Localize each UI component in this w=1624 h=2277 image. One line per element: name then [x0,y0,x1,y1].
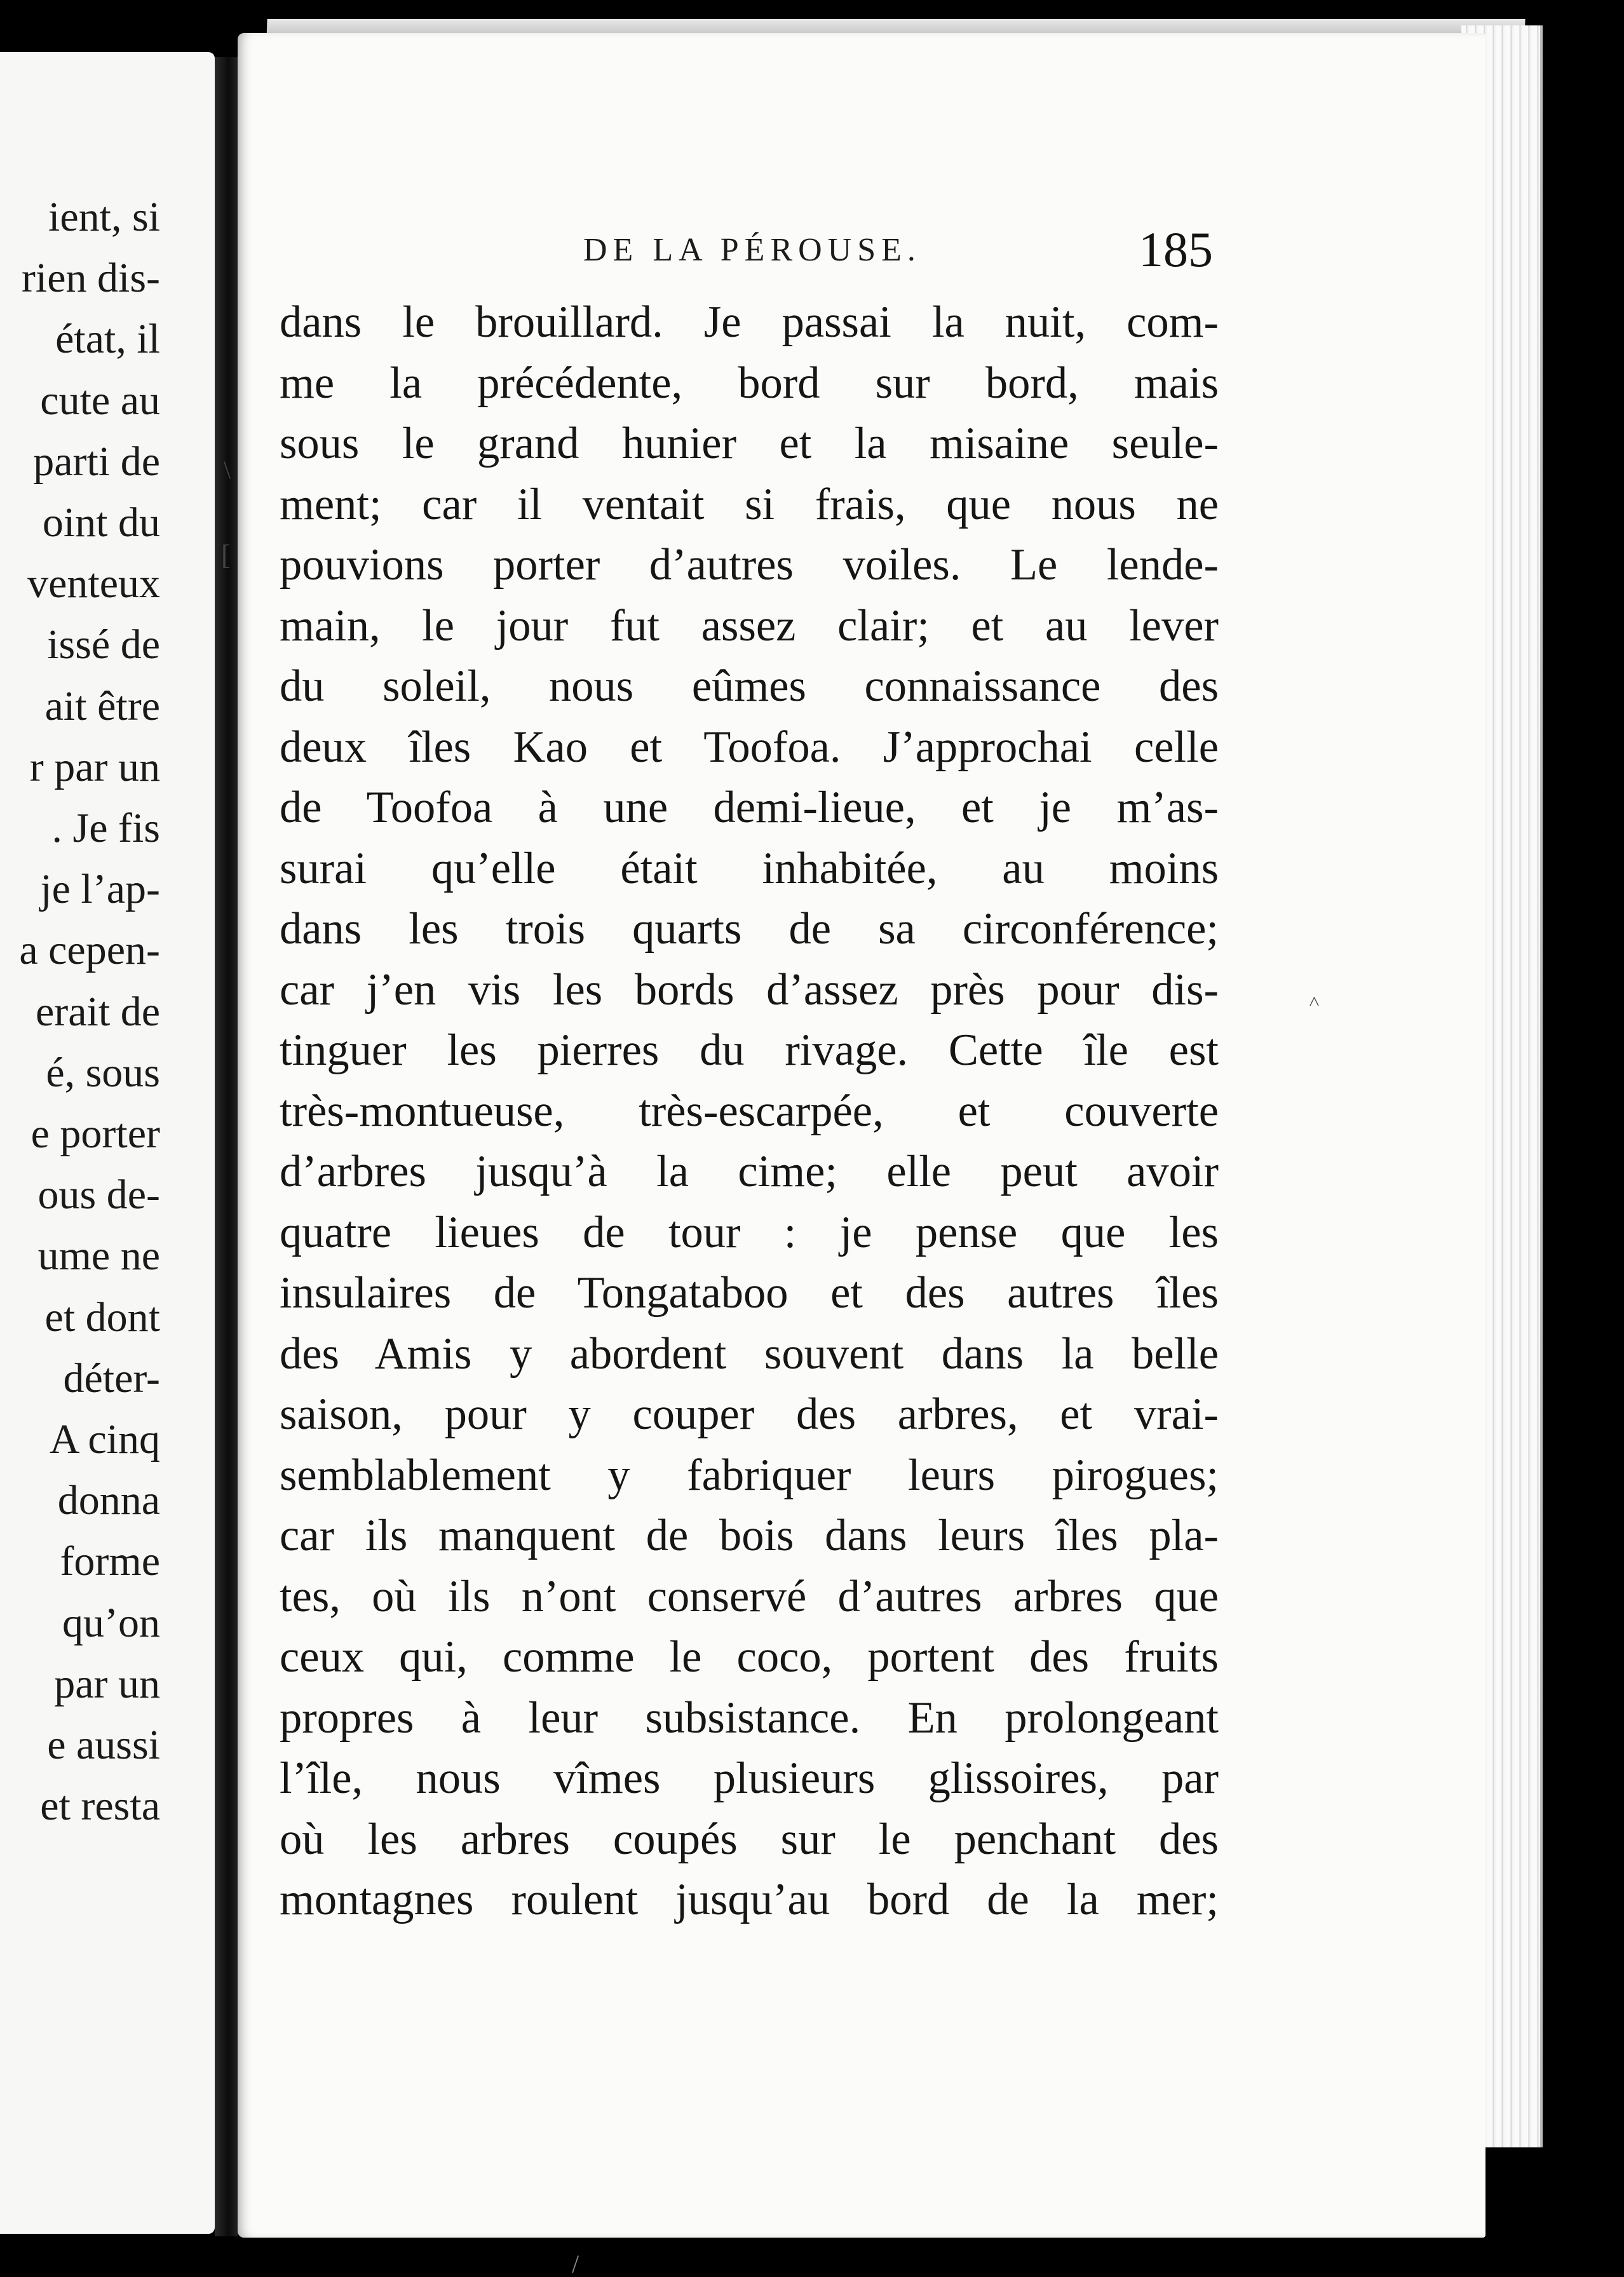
body-text-line: tinguer les pierres du rivage. Cette île est [280,1025,1219,1075]
body-text-line: quatre lieues de tour : je pense que les [280,1207,1219,1257]
left-page-line: ient, si [48,194,160,240]
body-text-line: saison, pour y couper des arbres, et vrai- [280,1389,1219,1439]
body-text-line: main, le jour fut assez clair; et au lever [280,600,1219,651]
body-text-line: car j’en vis les bords d’assez près pour dis- [280,964,1219,1015]
left-page-line: donna [57,1477,160,1524]
left-page-line: erait de [35,988,160,1035]
body-text-line: semblablement y fabriquer leurs pirogues; [280,1450,1219,1500]
body-text-line: tes, où ils n’ont conservé d’autres arbres que [280,1571,1219,1621]
body-text-line: me la précédente, bord sur bord, mais [280,358,1219,408]
body-text-line: dans les trois quarts de sa circonférence; [280,904,1219,954]
body-text-line: ceux qui, comme le coco, portent des fruits [280,1632,1219,1682]
page-number: 185 [1139,222,1213,277]
left-page-line: déter- [63,1355,160,1402]
margin-mark: ˄ [1309,991,1320,1012]
left-page-line: oint du [42,499,160,546]
left-page-line: état, il [55,316,160,363]
body-text-line: ment; car il ventait si frais, que nous ne [280,479,1219,529]
body-text-line: de Toofoa à une demi-lieue, et je m’as- [280,783,1219,832]
left-page-line: e porter [30,1111,160,1157]
body-text-line: l’île, nous vîmes plusieurs glissoires, par [280,1753,1219,1803]
left-page-line: A cinq [49,1416,160,1463]
left-page-line: rien dis- [21,255,160,302]
left-page-line: ait être [44,682,160,729]
left-page-line: forme [60,1538,160,1585]
body-text-line: sous le grand hunier et la misaine seule- [280,419,1219,468]
left-page-line: cute au [40,377,160,424]
left-page-line: ous de- [37,1172,160,1219]
margin-mark: [ [221,539,231,571]
body-text-line: deux îles Kao et Toofoa. J’approchai celle [280,722,1219,772]
body-text-line: des Amis y abordent souvent dans la belle [280,1328,1219,1379]
left-page-line: venteux [27,560,160,607]
body-text [280,292,1480,1931]
body-text-line: car ils manquent de bois dans leurs îles pla- [280,1511,1219,1560]
body-text-line: dans le brouillard. Je passai la nuit, com- [280,297,1219,347]
body-text-line: pouvions porter d’autres voiles. Le lende- [280,540,1219,590]
left-page [0,52,215,2234]
left-page-line: issé de [47,621,160,668]
margin-mark: \ [224,456,231,484]
body-text-line: surai qu’elle était inhabitée, au moins [280,843,1219,893]
body-text-line: propres à leur subsistance. En prolongeant [280,1693,1219,1743]
body-text-line: d’arbres jusqu’à la cime; elle peut avoir [280,1147,1219,1196]
body-text-line: très-montueuse, très-escarpée, et couverte [280,1086,1219,1136]
body-text-line: où les arbres coupés sur le penchant des [280,1814,1219,1864]
left-page-line: a cepen- [19,927,160,974]
left-page-line: parti de [33,438,160,485]
body-text-line: du soleil, nous eûmes connaissance des [280,661,1219,711]
right-page [238,33,1485,2238]
left-page-line: e aussi [47,1722,160,1768]
left-page-line: et dont [44,1294,160,1341]
margin-mark: / [572,2250,579,2277]
book-gutter [215,57,238,2236]
left-page-line: par un [54,1660,160,1707]
left-page-line: r par un [29,743,160,790]
left-page-line: et resta [40,1783,160,1830]
left-page-line: qu’on [62,1599,160,1646]
left-page-line: é, sous [46,1049,160,1096]
left-page-line: je l’ap- [40,866,160,913]
body-text-line: insulaires de Tongataboo et des autres îles [280,1268,1219,1318]
running-title: DE LA PÉROUSE. [583,232,921,268]
left-page-line: ume ne [37,1233,160,1280]
body-text-line: montagnes roulent jusqu’au bord de la mer; [280,1875,1219,1924]
left-page-line: . Je fis [51,805,160,851]
